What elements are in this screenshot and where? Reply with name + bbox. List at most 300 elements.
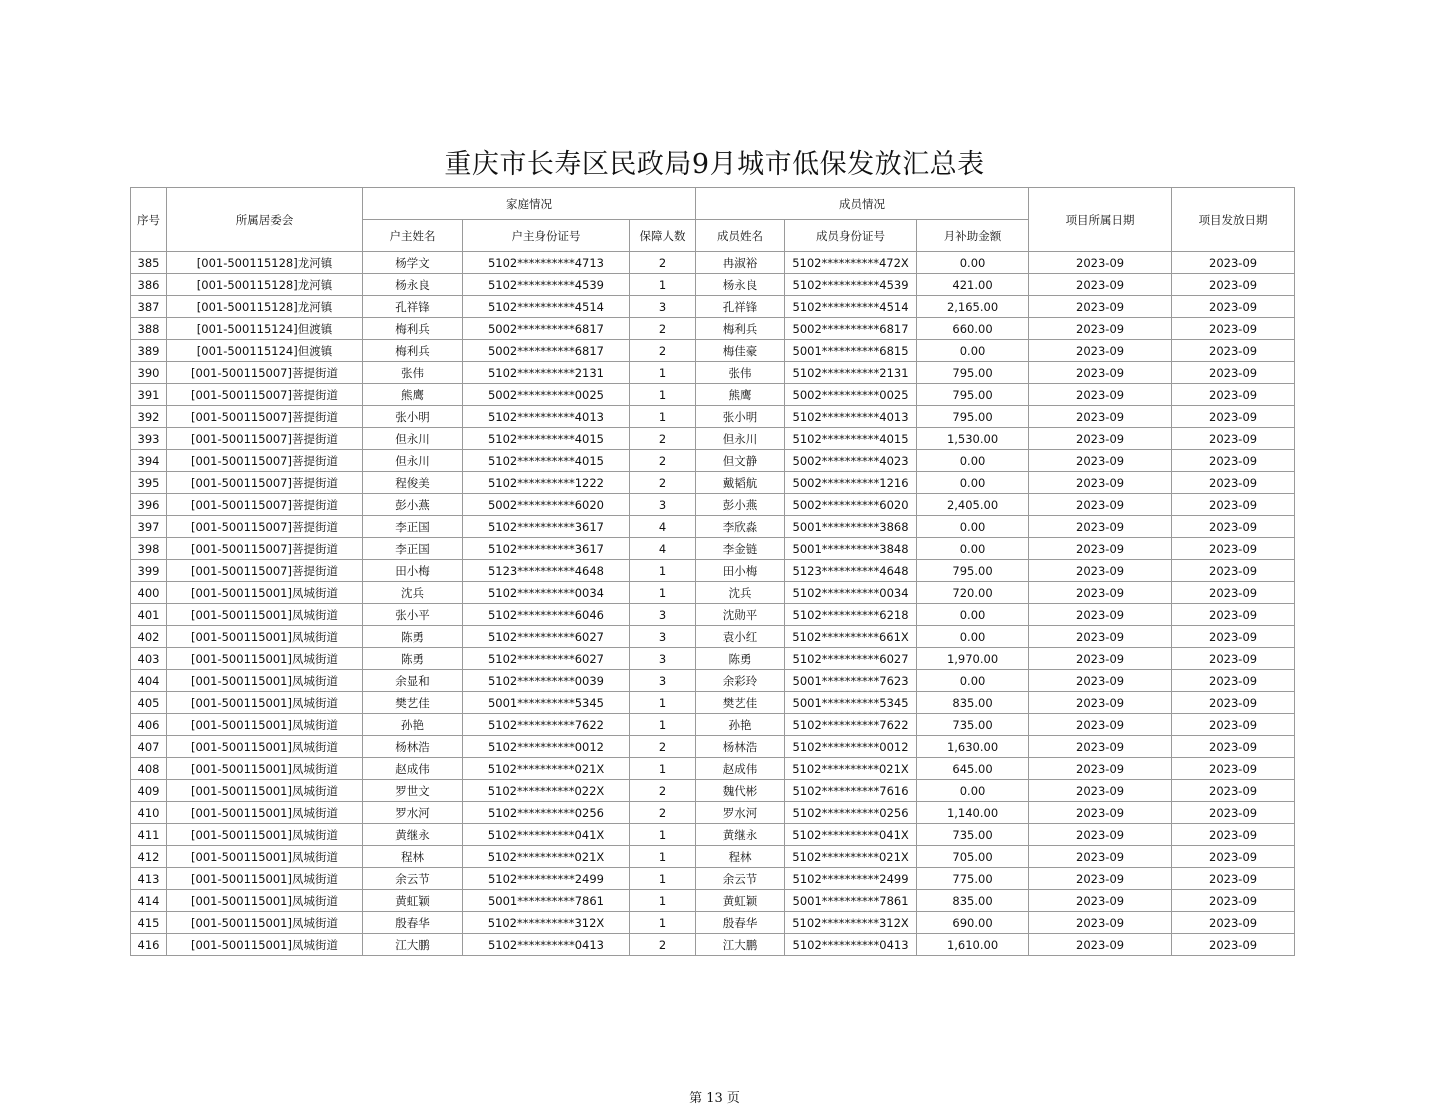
cell-head-id: 5102**********0413 — [463, 934, 630, 956]
cell-project-date: 2023-09 — [1029, 626, 1172, 648]
cell-member-name: 杨永良 — [696, 274, 785, 296]
cell-subsidy: 660.00 — [917, 318, 1029, 340]
cell-subsidy: 690.00 — [917, 912, 1029, 934]
table-row — [131, 604, 1295, 626]
cell-head-name: 张小明 — [363, 406, 463, 428]
cell-issue-date: 2023-09 — [1172, 362, 1295, 384]
cell-seq: 402 — [131, 626, 167, 648]
cell-member-id: 5102**********021X — [785, 758, 917, 780]
cell-subsidy: 775.00 — [917, 868, 1029, 890]
table-row — [131, 890, 1295, 912]
cell-head-name: 陈勇 — [363, 626, 463, 648]
cell-issue-date: 2023-09 — [1172, 802, 1295, 824]
cell-member-name: 张小明 — [696, 406, 785, 428]
cell-member-name: 冉淑裕 — [696, 252, 785, 274]
cell-head-id: 5002**********0025 — [463, 384, 630, 406]
cell-head-id: 5102**********0012 — [463, 736, 630, 758]
cell-seq: 410 — [131, 802, 167, 824]
cell-head-name: 张伟 — [363, 362, 463, 384]
cell-member-id: 5102**********0012 — [785, 736, 917, 758]
header-member-id: 成员身份证号 — [785, 220, 917, 252]
cell-committee: [001-500115001]凤城街道 — [167, 582, 363, 604]
cell-subsidy: 1,530.00 — [917, 428, 1029, 450]
cell-project-date: 2023-09 — [1029, 912, 1172, 934]
cell-head-name: 殷春华 — [363, 912, 463, 934]
cell-head-id: 5102**********0256 — [463, 802, 630, 824]
cell-member-id: 5001**********5345 — [785, 692, 917, 714]
cell-issue-date: 2023-09 — [1172, 714, 1295, 736]
cell-seq: 401 — [131, 604, 167, 626]
table-row — [131, 494, 1295, 516]
cell-committee: [001-500115001]凤城街道 — [167, 670, 363, 692]
cell-covered-count: 1 — [630, 714, 696, 736]
cell-issue-date: 2023-09 — [1172, 384, 1295, 406]
header-member-group: 成员情况 — [696, 188, 1029, 220]
cell-covered-count: 3 — [630, 494, 696, 516]
cell-head-name: 江大鹏 — [363, 934, 463, 956]
cell-project-date: 2023-09 — [1029, 846, 1172, 868]
cell-committee: [001-500115001]凤城街道 — [167, 626, 363, 648]
cell-committee: [001-500115007]菩提街道 — [167, 538, 363, 560]
cell-project-date: 2023-09 — [1029, 384, 1172, 406]
cell-covered-count: 1 — [630, 868, 696, 890]
cell-committee: [001-500115007]菩提街道 — [167, 516, 363, 538]
cell-issue-date: 2023-09 — [1172, 626, 1295, 648]
table-row — [131, 824, 1295, 846]
cell-head-name: 彭小燕 — [363, 494, 463, 516]
cell-committee: [001-500115001]凤城街道 — [167, 758, 363, 780]
table-row — [131, 560, 1295, 582]
cell-covered-count: 3 — [630, 648, 696, 670]
cell-head-id: 5102**********0039 — [463, 670, 630, 692]
cell-subsidy: 720.00 — [917, 582, 1029, 604]
cell-committee: [001-500115001]凤城街道 — [167, 604, 363, 626]
cell-committee: [001-500115007]菩提街道 — [167, 494, 363, 516]
cell-committee: [001-500115001]凤城街道 — [167, 714, 363, 736]
cell-member-id: 5102**********4514 — [785, 296, 917, 318]
cell-subsidy: 0.00 — [917, 604, 1029, 626]
cell-head-name: 黄继永 — [363, 824, 463, 846]
cell-member-name: 魏代彬 — [696, 780, 785, 802]
cell-issue-date: 2023-09 — [1172, 296, 1295, 318]
cell-seq: 406 — [131, 714, 167, 736]
cell-project-date: 2023-09 — [1029, 714, 1172, 736]
table-row — [131, 274, 1295, 296]
cell-committee: [001-500115001]凤城街道 — [167, 846, 363, 868]
cell-head-name: 张小平 — [363, 604, 463, 626]
table-row — [131, 670, 1295, 692]
cell-member-id: 5102**********2499 — [785, 868, 917, 890]
cell-covered-count: 1 — [630, 406, 696, 428]
cell-committee: [001-500115001]凤城街道 — [167, 692, 363, 714]
cell-subsidy: 0.00 — [917, 516, 1029, 538]
cell-subsidy: 1,970.00 — [917, 648, 1029, 670]
cell-head-id: 5102**********6027 — [463, 648, 630, 670]
relief-summary-table — [130, 187, 1295, 956]
cell-committee: [001-500115007]菩提街道 — [167, 450, 363, 472]
cell-project-date: 2023-09 — [1029, 516, 1172, 538]
cell-project-date: 2023-09 — [1029, 890, 1172, 912]
cell-member-name: 孔祥锋 — [696, 296, 785, 318]
page-title: 重庆市长寿区民政局9月城市低保发放汇总表 — [444, 149, 985, 180]
cell-seq: 390 — [131, 362, 167, 384]
cell-member-id: 5102**********7616 — [785, 780, 917, 802]
cell-head-id: 5102**********4539 — [463, 274, 630, 296]
cell-head-id: 5102**********4013 — [463, 406, 630, 428]
table-row — [131, 362, 1295, 384]
cell-committee: [001-500115001]凤城街道 — [167, 868, 363, 890]
cell-head-id: 5002**********6817 — [463, 340, 630, 362]
cell-member-name: 袁小红 — [696, 626, 785, 648]
cell-seq: 400 — [131, 582, 167, 604]
cell-project-date: 2023-09 — [1029, 802, 1172, 824]
cell-subsidy: 705.00 — [917, 846, 1029, 868]
cell-seq: 389 — [131, 340, 167, 362]
table-row — [131, 384, 1295, 406]
cell-subsidy: 735.00 — [917, 714, 1029, 736]
cell-covered-count: 1 — [630, 692, 696, 714]
cell-seq: 413 — [131, 868, 167, 890]
cell-project-date: 2023-09 — [1029, 252, 1172, 274]
cell-issue-date: 2023-09 — [1172, 428, 1295, 450]
cell-issue-date: 2023-09 — [1172, 274, 1295, 296]
cell-committee: [001-500115001]凤城街道 — [167, 912, 363, 934]
table-row — [131, 868, 1295, 890]
cell-covered-count: 2 — [630, 736, 696, 758]
cell-seq: 405 — [131, 692, 167, 714]
cell-issue-date: 2023-09 — [1172, 604, 1295, 626]
cell-issue-date: 2023-09 — [1172, 846, 1295, 868]
cell-member-id: 5102**********0413 — [785, 934, 917, 956]
cell-head-id: 5001**********5345 — [463, 692, 630, 714]
cell-member-id: 5102**********041X — [785, 824, 917, 846]
table-row — [131, 912, 1295, 934]
cell-member-id: 5123**********4648 — [785, 560, 917, 582]
cell-seq: 394 — [131, 450, 167, 472]
cell-member-name: 熊鹰 — [696, 384, 785, 406]
cell-committee: [001-500115001]凤城街道 — [167, 736, 363, 758]
cell-head-name: 罗世文 — [363, 780, 463, 802]
cell-member-id: 5002**********1216 — [785, 472, 917, 494]
cell-committee: [001-500115001]凤城街道 — [167, 648, 363, 670]
cell-head-name: 余显和 — [363, 670, 463, 692]
cell-member-id: 5001**********7861 — [785, 890, 917, 912]
cell-project-date: 2023-09 — [1029, 934, 1172, 956]
cell-covered-count: 2 — [630, 802, 696, 824]
cell-project-date: 2023-09 — [1029, 340, 1172, 362]
cell-member-name: 李欣淼 — [696, 516, 785, 538]
cell-project-date: 2023-09 — [1029, 648, 1172, 670]
table-row — [131, 538, 1295, 560]
cell-issue-date: 2023-09 — [1172, 934, 1295, 956]
cell-committee: [001-500115001]凤城街道 — [167, 802, 363, 824]
table-row — [131, 406, 1295, 428]
header-family-group: 家庭情况 — [363, 188, 696, 220]
cell-project-date: 2023-09 — [1029, 692, 1172, 714]
cell-committee: [001-500115007]菩提街道 — [167, 406, 363, 428]
cell-covered-count: 1 — [630, 274, 696, 296]
cell-member-name: 戴韬航 — [696, 472, 785, 494]
cell-member-id: 5102**********0034 — [785, 582, 917, 604]
cell-member-name: 田小梅 — [696, 560, 785, 582]
cell-covered-count: 3 — [630, 296, 696, 318]
cell-subsidy: 0.00 — [917, 538, 1029, 560]
cell-project-date: 2023-09 — [1029, 450, 1172, 472]
cell-head-id: 5102**********6027 — [463, 626, 630, 648]
cell-head-id: 5002**********6817 — [463, 318, 630, 340]
cell-head-id: 5102**********4015 — [463, 450, 630, 472]
cell-head-id: 5102**********3617 — [463, 516, 630, 538]
cell-issue-date: 2023-09 — [1172, 252, 1295, 274]
cell-covered-count: 1 — [630, 758, 696, 780]
cell-head-name: 沈兵 — [363, 582, 463, 604]
cell-project-date: 2023-09 — [1029, 868, 1172, 890]
cell-member-name: 余彩玲 — [696, 670, 785, 692]
cell-covered-count: 2 — [630, 472, 696, 494]
cell-member-name: 罗水河 — [696, 802, 785, 824]
cell-head-name: 杨林浩 — [363, 736, 463, 758]
cell-member-id: 5102**********7622 — [785, 714, 917, 736]
cell-committee: [001-500115001]凤城街道 — [167, 780, 363, 802]
cell-covered-count: 3 — [630, 626, 696, 648]
cell-covered-count: 3 — [630, 670, 696, 692]
table-row — [131, 714, 1295, 736]
cell-head-name: 梅利兵 — [363, 318, 463, 340]
cell-issue-date: 2023-09 — [1172, 516, 1295, 538]
cell-member-name: 但永川 — [696, 428, 785, 450]
cell-head-name: 李正国 — [363, 516, 463, 538]
cell-member-name: 黄继永 — [696, 824, 785, 846]
cell-member-id: 5001**********7623 — [785, 670, 917, 692]
table-row — [131, 802, 1295, 824]
table-row — [131, 582, 1295, 604]
cell-issue-date: 2023-09 — [1172, 494, 1295, 516]
cell-seq: 415 — [131, 912, 167, 934]
table-row — [131, 648, 1295, 670]
cell-subsidy: 0.00 — [917, 626, 1029, 648]
cell-project-date: 2023-09 — [1029, 296, 1172, 318]
table-row — [131, 516, 1295, 538]
cell-committee: [001-500115007]菩提街道 — [167, 472, 363, 494]
cell-project-date: 2023-09 — [1029, 406, 1172, 428]
table-row — [131, 318, 1295, 340]
cell-committee: [001-500115124]但渡镇 — [167, 318, 363, 340]
cell-member-id: 5001**********3848 — [785, 538, 917, 560]
cell-covered-count: 2 — [630, 450, 696, 472]
cell-covered-count: 2 — [630, 934, 696, 956]
header-member-name: 成员姓名 — [696, 220, 785, 252]
header-head-name: 户主姓名 — [363, 220, 463, 252]
cell-member-name: 杨林浩 — [696, 736, 785, 758]
cell-covered-count: 1 — [630, 560, 696, 582]
cell-member-name: 梅利兵 — [696, 318, 785, 340]
cell-subsidy: 2,165.00 — [917, 296, 1029, 318]
cell-member-id: 5102**********472X — [785, 252, 917, 274]
cell-member-name: 张伟 — [696, 362, 785, 384]
cell-head-name: 但永川 — [363, 428, 463, 450]
cell-seq: 409 — [131, 780, 167, 802]
header-seq: 序号 — [131, 188, 167, 252]
cell-head-name: 梅利兵 — [363, 340, 463, 362]
cell-covered-count: 2 — [630, 318, 696, 340]
cell-project-date: 2023-09 — [1029, 758, 1172, 780]
cell-member-name: 但文静 — [696, 450, 785, 472]
cell-member-id: 5102**********4015 — [785, 428, 917, 450]
cell-head-id: 5102**********2499 — [463, 868, 630, 890]
cell-head-id: 5002**********6020 — [463, 494, 630, 516]
cell-covered-count: 1 — [630, 362, 696, 384]
table-row — [131, 340, 1295, 362]
cell-covered-count: 2 — [630, 780, 696, 802]
cell-head-id: 5102**********041X — [463, 824, 630, 846]
cell-issue-date: 2023-09 — [1172, 758, 1295, 780]
cell-committee: [001-500115007]菩提街道 — [167, 560, 363, 582]
cell-subsidy: 0.00 — [917, 450, 1029, 472]
table-body — [131, 252, 1295, 956]
cell-head-name: 罗水河 — [363, 802, 463, 824]
cell-issue-date: 2023-09 — [1172, 538, 1295, 560]
cell-seq: 396 — [131, 494, 167, 516]
cell-project-date: 2023-09 — [1029, 824, 1172, 846]
cell-project-date: 2023-09 — [1029, 780, 1172, 802]
cell-project-date: 2023-09 — [1029, 362, 1172, 384]
cell-issue-date: 2023-09 — [1172, 868, 1295, 890]
cell-member-name: 黄虹颖 — [696, 890, 785, 912]
cell-issue-date: 2023-09 — [1172, 824, 1295, 846]
cell-head-id: 5102**********312X — [463, 912, 630, 934]
cell-member-name: 樊艺佳 — [696, 692, 785, 714]
cell-seq: 408 — [131, 758, 167, 780]
cell-project-date: 2023-09 — [1029, 736, 1172, 758]
cell-head-id: 5102**********021X — [463, 758, 630, 780]
cell-covered-count: 3 — [630, 604, 696, 626]
cell-issue-date: 2023-09 — [1172, 340, 1295, 362]
cell-issue-date: 2023-09 — [1172, 450, 1295, 472]
cell-seq: 404 — [131, 670, 167, 692]
cell-member-name: 孙艳 — [696, 714, 785, 736]
cell-head-id: 5102**********4713 — [463, 252, 630, 274]
cell-committee: [001-500115007]菩提街道 — [167, 428, 363, 450]
cell-member-id: 5102**********312X — [785, 912, 917, 934]
cell-head-name: 程俊美 — [363, 472, 463, 494]
cell-covered-count: 2 — [630, 340, 696, 362]
cell-subsidy: 1,630.00 — [917, 736, 1029, 758]
cell-issue-date: 2023-09 — [1172, 736, 1295, 758]
cell-issue-date: 2023-09 — [1172, 472, 1295, 494]
cell-head-name: 杨学文 — [363, 252, 463, 274]
cell-seq: 392 — [131, 406, 167, 428]
header-issue-date: 项目发放日期 — [1172, 188, 1295, 252]
table-row — [131, 692, 1295, 714]
cell-issue-date: 2023-09 — [1172, 912, 1295, 934]
cell-member-id: 5102**********021X — [785, 846, 917, 868]
cell-member-id: 5102**********4539 — [785, 274, 917, 296]
cell-issue-date: 2023-09 — [1172, 692, 1295, 714]
header-project-date: 项目所属日期 — [1029, 188, 1172, 252]
table-row — [131, 450, 1295, 472]
cell-member-name: 殷春华 — [696, 912, 785, 934]
cell-head-id: 5102**********4514 — [463, 296, 630, 318]
cell-head-id: 5102**********022X — [463, 780, 630, 802]
cell-subsidy: 645.00 — [917, 758, 1029, 780]
cell-member-name: 沈勋平 — [696, 604, 785, 626]
cell-member-id: 5102**********4013 — [785, 406, 917, 428]
cell-seq: 403 — [131, 648, 167, 670]
page-number: 第 13 页 — [689, 1091, 740, 1106]
cell-subsidy: 0.00 — [917, 472, 1029, 494]
header-covered-count: 保障人数 — [630, 220, 696, 252]
cell-head-name: 樊艺佳 — [363, 692, 463, 714]
cell-subsidy: 0.00 — [917, 670, 1029, 692]
cell-subsidy: 795.00 — [917, 560, 1029, 582]
cell-head-id: 5123**********4648 — [463, 560, 630, 582]
cell-subsidy: 1,610.00 — [917, 934, 1029, 956]
cell-head-name: 孔祥锋 — [363, 296, 463, 318]
cell-seq: 388 — [131, 318, 167, 340]
table-row — [131, 758, 1295, 780]
cell-project-date: 2023-09 — [1029, 472, 1172, 494]
cell-issue-date: 2023-09 — [1172, 780, 1295, 802]
cell-seq: 414 — [131, 890, 167, 912]
cell-seq: 391 — [131, 384, 167, 406]
table-row — [131, 626, 1295, 648]
cell-member-id: 5102**********6218 — [785, 604, 917, 626]
cell-issue-date: 2023-09 — [1172, 318, 1295, 340]
cell-issue-date: 2023-09 — [1172, 648, 1295, 670]
table-row — [131, 736, 1295, 758]
cell-project-date: 2023-09 — [1029, 538, 1172, 560]
cell-member-id: 5102**********6027 — [785, 648, 917, 670]
cell-subsidy: 795.00 — [917, 362, 1029, 384]
cell-covered-count: 2 — [630, 252, 696, 274]
cell-member-id: 5002**********6020 — [785, 494, 917, 516]
cell-project-date: 2023-09 — [1029, 428, 1172, 450]
cell-seq: 398 — [131, 538, 167, 560]
cell-member-id: 5001**********3868 — [785, 516, 917, 538]
cell-member-name: 赵成伟 — [696, 758, 785, 780]
cell-member-id: 5102**********661X — [785, 626, 917, 648]
cell-head-name: 但永川 — [363, 450, 463, 472]
cell-issue-date: 2023-09 — [1172, 890, 1295, 912]
cell-covered-count: 1 — [630, 846, 696, 868]
cell-member-name: 陈勇 — [696, 648, 785, 670]
cell-project-date: 2023-09 — [1029, 670, 1172, 692]
cell-member-id: 5002**********6817 — [785, 318, 917, 340]
cell-head-name: 熊鹰 — [363, 384, 463, 406]
cell-head-name: 黄虹颖 — [363, 890, 463, 912]
cell-head-name: 余云节 — [363, 868, 463, 890]
cell-member-id: 5002**********0025 — [785, 384, 917, 406]
cell-member-name: 梅佳豪 — [696, 340, 785, 362]
cell-project-date: 2023-09 — [1029, 560, 1172, 582]
cell-issue-date: 2023-09 — [1172, 670, 1295, 692]
cell-member-name: 沈兵 — [696, 582, 785, 604]
cell-seq: 411 — [131, 824, 167, 846]
cell-covered-count: 1 — [630, 384, 696, 406]
cell-head-id: 5102**********1222 — [463, 472, 630, 494]
cell-subsidy: 0.00 — [917, 780, 1029, 802]
cell-committee: [001-500115128]龙河镇 — [167, 252, 363, 274]
cell-subsidy: 795.00 — [917, 384, 1029, 406]
cell-seq: 397 — [131, 516, 167, 538]
cell-member-name: 程林 — [696, 846, 785, 868]
cell-subsidy: 835.00 — [917, 692, 1029, 714]
cell-head-id: 5102**********4015 — [463, 428, 630, 450]
cell-head-id: 5001**********7861 — [463, 890, 630, 912]
cell-head-name: 程林 — [363, 846, 463, 868]
cell-committee: [001-500115128]龙河镇 — [167, 296, 363, 318]
table-row — [131, 428, 1295, 450]
